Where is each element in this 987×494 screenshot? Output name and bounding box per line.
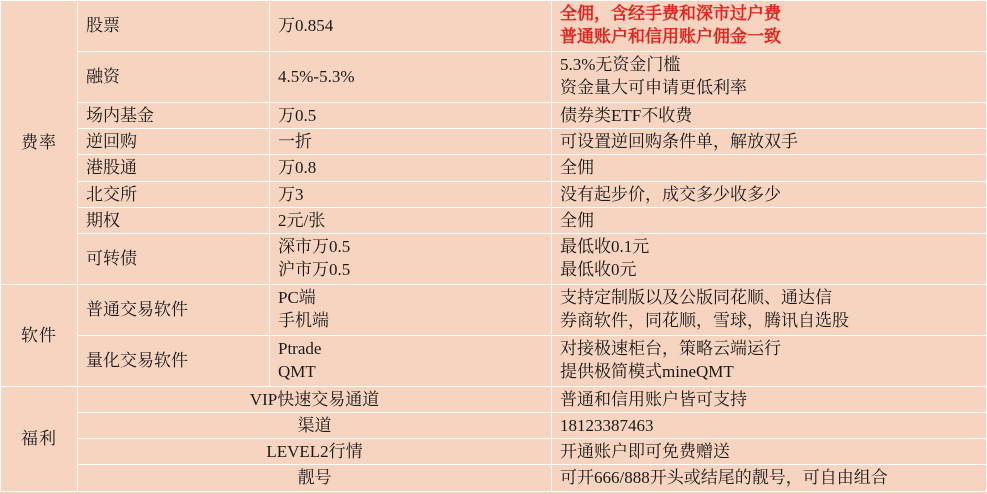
row-label: 期权	[78, 207, 270, 233]
table-row	[1, 1, 987, 52]
row-value: 2元/张	[270, 207, 552, 233]
row-desc-line: 支持定制版以及公版同花顺、通达信	[560, 287, 832, 307]
row-value	[270, 335, 552, 386]
row-value-line: 沪市万0.5	[278, 259, 351, 279]
row-value-line: 深市万0.5	[278, 237, 351, 256]
row-label: 量化交易软件	[78, 335, 270, 386]
table-row	[1, 102, 987, 128]
row-label: 普通交易软件	[78, 284, 270, 335]
row-desc-line: 券商软件，同花顺，雪球，腾讯自选股	[560, 310, 849, 330]
row-desc: 全佣	[552, 207, 987, 233]
row-label: 股票	[78, 1, 270, 52]
row-desc-line: 普通账户和信用账户佣金一致	[560, 26, 781, 46]
category-software: 软件	[1, 284, 78, 386]
row-value-line: QMT	[278, 361, 316, 381]
row-value-line: 手机端	[278, 310, 329, 330]
row-desc: 债券类ETF不收费	[552, 102, 987, 128]
row-value	[270, 284, 552, 335]
row-desc-line: 对接极速柜台，策略云端运行	[560, 338, 781, 358]
row-value: 万0.854	[270, 1, 552, 52]
row-label: 港股通	[78, 155, 270, 181]
row-desc: 普通和信用账户皆可支持	[552, 386, 987, 412]
row-desc	[552, 335, 987, 386]
table-row	[1, 335, 987, 386]
row-desc: 可设置逆回购条件单，解放双手	[552, 129, 987, 155]
row-value: 4.5%-5.3%	[270, 51, 552, 102]
row-label: VIP快速交易通道	[78, 386, 552, 412]
row-desc-line: 全佣，含经手费和深市过户费	[560, 4, 781, 23]
row-desc-line: 最低收0元	[560, 259, 637, 279]
row-desc-line: 5.3%无资金门槛	[560, 54, 681, 74]
row-desc	[552, 51, 987, 102]
row-desc	[552, 284, 987, 335]
row-value: 万3	[270, 181, 552, 207]
table-row	[1, 51, 987, 102]
table-row	[1, 181, 987, 207]
row-label: 靓号	[78, 465, 552, 491]
row-desc: 可开666/888开头或结尾的靓号，可自由组合	[552, 465, 987, 491]
category-benefits: 福利	[1, 386, 78, 491]
table-row	[1, 465, 987, 491]
row-value	[270, 234, 552, 285]
row-value-line: Ptrade	[278, 338, 322, 358]
row-label: 北交所	[78, 181, 270, 207]
row-desc	[552, 1, 987, 52]
table-row	[1, 129, 987, 155]
row-label: LEVEL2行情	[78, 439, 552, 465]
table-row	[1, 155, 987, 181]
row-value-line: PC端	[278, 287, 316, 307]
row-desc	[552, 234, 987, 285]
row-desc: 没有起步价，成交多少收多少	[552, 181, 987, 207]
table-row	[1, 284, 987, 335]
row-value: 万0.8	[270, 155, 552, 181]
row-label: 逆回购	[78, 129, 270, 155]
row-label: 可转债	[78, 234, 270, 285]
row-desc: 开通账户即可免费赠送	[552, 439, 987, 465]
table-row	[1, 234, 987, 285]
row-value: 万0.5	[270, 102, 552, 128]
row-desc-line: 最低收0.1元	[560, 237, 650, 256]
table-row	[1, 439, 987, 465]
row-desc-line: 资金量大可申请更低利率	[560, 77, 747, 97]
row-desc-line: 提供极简模式mineQMT	[560, 361, 734, 381]
table-row	[1, 207, 987, 233]
category-fees: 费率	[1, 1, 78, 285]
row-desc: 18123387463	[552, 412, 987, 438]
row-desc: 全佣	[552, 155, 987, 181]
row-value: 一折	[270, 129, 552, 155]
table-row	[1, 386, 987, 412]
row-label: 渠道	[78, 412, 552, 438]
table-row	[1, 412, 987, 438]
row-label: 场内基金	[78, 102, 270, 128]
row-label: 融资	[78, 51, 270, 102]
